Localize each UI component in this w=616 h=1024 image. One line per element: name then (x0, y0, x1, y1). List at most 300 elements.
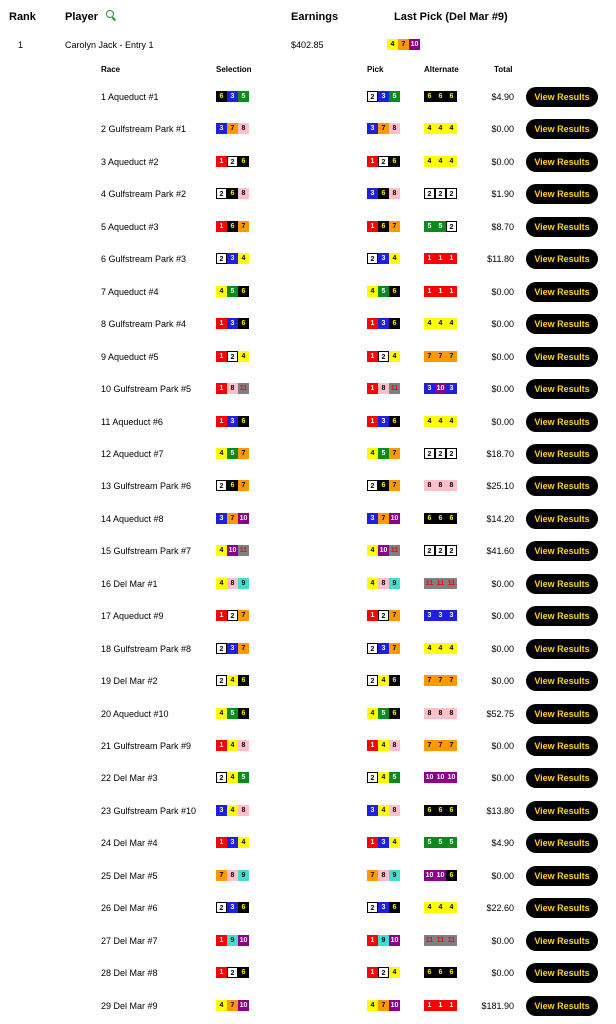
race-row (0, 698, 616, 730)
selection-number: 7 (227, 123, 238, 134)
race-row (0, 341, 616, 373)
selection-number: 9 (227, 935, 238, 946)
pick-number: 7 (389, 480, 400, 491)
pick-number: 7 (389, 610, 400, 621)
pick-number: 2 (367, 91, 378, 102)
race-total: $0.00 (491, 578, 514, 589)
pick-number: 9 (389, 870, 400, 881)
pick-number: 3 (367, 513, 378, 524)
pick-number: 8 (378, 578, 389, 589)
alternate-number: 4 (424, 123, 435, 134)
selection-number: 7 (238, 480, 249, 491)
selection-number: 1 (216, 740, 227, 751)
race-total: $0.00 (491, 319, 514, 330)
pick-number: 11 (390, 385, 399, 393)
alternate-number: 6 (446, 513, 457, 524)
alternate-number: 4 (446, 902, 457, 913)
race-name: 19 Del Mar #2 (101, 676, 158, 687)
selection-number: 1 (216, 156, 227, 167)
alternate-number: 4 (446, 643, 457, 654)
selection-number: 6 (238, 902, 249, 913)
view-results-button[interactable]: View Results (526, 639, 598, 659)
race-total: $11.80 (487, 254, 514, 265)
selection-number: 8 (238, 123, 249, 134)
race-name: 12 Aqueduct #7 (101, 448, 164, 459)
pick-number: 3 (378, 253, 389, 264)
view-results-button[interactable]: View Results (526, 768, 598, 788)
pick-number: 1 (367, 967, 378, 978)
pick-number: 1 (367, 740, 378, 751)
selection-number: 7 (238, 643, 249, 654)
race-row (0, 730, 616, 762)
pick-number: 2 (367, 643, 378, 654)
selection-number: 1 (216, 935, 227, 946)
pick-number: 6 (389, 416, 400, 427)
selection-number: 4 (216, 545, 227, 556)
pick-number: 8 (389, 805, 400, 816)
race-name: 3 Aqueduct #2 (101, 156, 159, 167)
selection-number: 8 (238, 188, 249, 199)
race-total: $4.90 (491, 838, 514, 849)
selection-number: 5 (227, 708, 238, 719)
last-pick-number: 4 (387, 39, 398, 50)
view-results-button[interactable]: View Results (526, 704, 598, 724)
pick-number: 2 (367, 253, 378, 264)
race-name: 24 Del Mar #4 (101, 838, 158, 849)
alternate-number: 4 (424, 156, 435, 167)
alternate-number: 7 (435, 675, 446, 686)
selection-number: 3 (216, 513, 227, 524)
alternate-number: 1 (446, 286, 457, 297)
alternate-number: 10 (425, 871, 434, 879)
player-name[interactable]: Carolyn Jack - Entry 1 (65, 40, 154, 50)
pick-number: 1 (367, 837, 378, 848)
view-results-button[interactable]: View Results (526, 606, 598, 626)
pick-number: 9 (378, 935, 389, 946)
selection-number: 6 (227, 188, 238, 199)
alternate-number: 8 (446, 480, 457, 491)
alternate-number: 2 (446, 188, 457, 199)
selection-number: 1 (216, 351, 227, 362)
pick-number: 6 (389, 318, 400, 329)
race-total: $0.00 (491, 611, 514, 622)
pick-number: 1 (367, 221, 378, 232)
race-name: 21 Gulfstream Park #9 (101, 741, 192, 751)
race-name: 27 Del Mar #7 (101, 935, 158, 946)
race-name: 6 Gulfstream Park #3 (101, 254, 187, 265)
pick-number: 8 (378, 870, 389, 881)
view-results-button[interactable]: View Results (526, 379, 598, 399)
race-total: $0.00 (491, 676, 514, 687)
selection-number: 5 (227, 286, 238, 297)
selection-number: 6 (238, 416, 249, 427)
last-pick-number: 10 (410, 41, 419, 48)
alternate-number: 6 (424, 967, 435, 978)
selection-number: 2 (227, 156, 238, 167)
pick-number: 3 (367, 123, 378, 134)
race-row (0, 665, 616, 697)
view-results-button[interactable]: View Results (526, 931, 598, 951)
race-total: $0.00 (491, 773, 514, 784)
race-name: 25 Del Mar #5 (101, 870, 158, 881)
pick-number: 3 (378, 318, 389, 329)
race-column-header: Race (101, 65, 121, 74)
selection-number: 5 (238, 772, 249, 783)
alternate-number: 11 (425, 936, 434, 944)
alternate-number: 3 (424, 610, 435, 621)
alternate-number: 4 (446, 156, 457, 167)
selection-number: 5 (227, 448, 238, 459)
alternate-number: 2 (424, 545, 435, 556)
alternate-number: 5 (435, 837, 446, 848)
alternate-number: 10 (436, 774, 445, 782)
alternate-number: 2 (446, 221, 457, 232)
alternate-number: 11 (447, 579, 456, 587)
selection-number: 3 (227, 902, 238, 913)
player-header-label: Player (65, 11, 99, 23)
race-row (0, 568, 616, 600)
alternate-number: 6 (424, 513, 435, 524)
selection-number: 8 (227, 870, 238, 881)
selection-number: 7 (238, 221, 249, 232)
alternate-number: 10 (425, 774, 434, 782)
selection-number: 9 (238, 870, 249, 881)
alternate-number: 2 (435, 545, 446, 556)
selection-number: 3 (227, 91, 238, 102)
pick-number: 4 (367, 545, 378, 556)
selection-number: 4 (216, 708, 227, 719)
pick-number: 5 (378, 448, 389, 459)
alternate-number: 11 (447, 936, 456, 944)
view-results-button[interactable]: View Results (526, 119, 598, 139)
alternate-number: 2 (435, 188, 446, 199)
race-row (0, 957, 616, 989)
race-row (0, 860, 616, 892)
view-results-button[interactable]: View Results (526, 152, 598, 172)
selection-number: 2 (216, 772, 227, 783)
view-results-button[interactable]: View Results (526, 736, 598, 756)
race-total: $0.00 (491, 384, 514, 395)
alternate-number: 4 (446, 416, 457, 427)
alternate-number: 6 (435, 967, 446, 978)
view-results-button[interactable]: View Results (526, 996, 598, 1016)
selection-number: 8 (238, 805, 249, 816)
selection-number: 9 (238, 578, 249, 589)
pick-number: 8 (389, 740, 400, 751)
alternate-number: 11 (436, 579, 445, 587)
pick-column-header: Pick (367, 65, 384, 74)
selection-number: 2 (227, 610, 238, 621)
race-row (0, 276, 616, 308)
alternate-number: 5 (424, 837, 435, 848)
race-row (0, 990, 616, 1022)
pick-number: 5 (378, 286, 389, 297)
view-results-button[interactable]: View Results (526, 412, 598, 432)
race-total: $18.70 (486, 448, 514, 459)
selection-number: 7 (227, 513, 238, 524)
alternate-number: 11 (425, 579, 434, 587)
race-total: $4.90 (491, 92, 514, 102)
selection-number: 6 (238, 318, 249, 329)
race-name: 7 Aqueduct #4 (101, 286, 159, 297)
selection-number: 6 (238, 675, 249, 686)
selection-number: 6 (238, 967, 249, 978)
player-header (65, 11, 114, 23)
selection-number: 3 (227, 318, 238, 329)
race-name: 26 Del Mar #6 (101, 903, 158, 914)
race-total: $25.10 (486, 481, 514, 492)
race-name: 28 Del Mar #8 (101, 968, 158, 979)
view-results-button[interactable]: View Results (526, 87, 598, 107)
selection-column-header: Selection (216, 65, 252, 74)
view-results-button[interactable]: View Results (526, 444, 598, 464)
race-row (0, 178, 616, 210)
race-total: $22.60 (486, 903, 514, 914)
alternate-number: 3 (435, 610, 446, 621)
race-total: $0.00 (491, 351, 514, 362)
selection-number: 7 (238, 610, 249, 621)
pick-number: 4 (367, 448, 378, 459)
alternate-number: 1 (435, 253, 446, 264)
race-total: $0.00 (491, 156, 514, 167)
pick-number: 2 (378, 610, 389, 621)
alternate-number: 6 (446, 805, 457, 816)
alternate-number: 4 (435, 318, 446, 329)
alternate-number: 5 (435, 221, 446, 232)
pick-number: 5 (389, 772, 400, 783)
pick-number: 3 (378, 91, 389, 102)
search-icon[interactable] (106, 10, 114, 18)
pick-number: 4 (389, 967, 400, 978)
alternate-number: 7 (424, 351, 435, 362)
race-name: 2 Gulfstream Park #1 (101, 124, 187, 135)
alternate-number: 6 (435, 513, 446, 524)
view-results-button[interactable]: View Results (526, 217, 598, 237)
alternate-number: 4 (435, 416, 446, 427)
alternate-number: 7 (424, 740, 435, 751)
view-results-button[interactable]: View Results (526, 574, 598, 594)
selection-number: 2 (227, 351, 238, 362)
pick-number: 6 (389, 286, 400, 297)
pick-number: 4 (378, 805, 389, 816)
pick-number: 1 (367, 935, 378, 946)
alternate-number: 1 (424, 286, 435, 297)
pick-number: 1 (367, 351, 378, 362)
pick-number: 4 (378, 740, 389, 751)
alternate-number: 8 (446, 708, 457, 719)
race-row (0, 892, 616, 924)
pick-number: 1 (367, 318, 378, 329)
alternate-number: 10 (436, 871, 445, 879)
pick-number: 6 (389, 708, 400, 719)
race-row (0, 373, 616, 405)
alternate-number: 4 (435, 643, 446, 654)
race-total: $52.75 (486, 708, 514, 719)
alternate-number: 6 (424, 91, 435, 102)
race-row (0, 308, 616, 340)
selection-number: 4 (227, 772, 238, 783)
pick-number: 2 (367, 772, 378, 783)
race-name: 16 Del Mar #1 (101, 578, 158, 589)
race-row (0, 633, 616, 665)
alternate-number: 1 (424, 1000, 435, 1011)
pick-number: 7 (389, 221, 400, 232)
selection-number: 11 (239, 385, 248, 393)
selection-number: 3 (216, 805, 227, 816)
selection-number: 10 (239, 514, 248, 522)
alternate-number: 4 (424, 416, 435, 427)
pick-number: 2 (378, 351, 389, 362)
view-results-button[interactable]: View Results (526, 541, 598, 561)
alternate-number: 4 (435, 902, 446, 913)
alternate-number: 6 (446, 967, 457, 978)
view-results-button[interactable]: View Results (526, 801, 598, 821)
alternate-number: 5 (424, 221, 435, 232)
view-results-button[interactable]: View Results (526, 314, 598, 334)
view-results-button[interactable]: View Results (526, 898, 598, 918)
alternate-number: 7 (435, 740, 446, 751)
race-total: $0.00 (491, 124, 514, 135)
view-results-button[interactable]: View Results (526, 476, 598, 496)
race-row (0, 503, 616, 535)
pick-number: 4 (378, 675, 389, 686)
selection-number: 2 (227, 967, 238, 978)
race-name: 17 Aqueduct #9 (101, 611, 164, 622)
pick-number: 1 (367, 156, 378, 167)
pick-number: 7 (367, 870, 378, 881)
pick-number: 10 (390, 1001, 399, 1009)
pick-number: 4 (367, 1000, 378, 1011)
race-row (0, 827, 616, 859)
view-results-button[interactable]: View Results (526, 963, 598, 983)
selection-number: 8 (238, 740, 249, 751)
alternate-number: 7 (446, 351, 457, 362)
race-total: $0.00 (491, 286, 514, 297)
selection-number: 8 (227, 383, 238, 394)
pick-number: 7 (378, 513, 389, 524)
race-name: 8 Gulfstream Park #4 (101, 319, 187, 330)
view-results-button[interactable]: View Results (526, 866, 598, 886)
alternate-number: 8 (435, 480, 446, 491)
race-row (0, 762, 616, 794)
alternate-number: 10 (447, 774, 456, 782)
race-total: $1.90 (491, 189, 514, 200)
race-row (0, 146, 616, 178)
last-pick-numbers (387, 29, 427, 61)
selection-number: 4 (238, 253, 249, 264)
race-total: $0.00 (491, 416, 514, 427)
alternate-number: 6 (424, 805, 435, 816)
alternate-number: 7 (435, 351, 446, 362)
alternate-number: 8 (424, 480, 435, 491)
selection-number: 3 (216, 123, 227, 134)
race-total: $181.90 (481, 1000, 514, 1011)
total-column-header: Total (494, 65, 513, 74)
selection-number: 7 (216, 870, 227, 881)
selection-number: 4 (216, 448, 227, 459)
view-results-button[interactable]: View Results (526, 249, 598, 269)
alternate-number: 4 (435, 123, 446, 134)
selection-number: 4 (216, 1000, 227, 1011)
pick-number: 2 (367, 675, 378, 686)
pick-number: 10 (390, 514, 399, 522)
race-name: 29 Del Mar #9 (101, 1000, 158, 1011)
alternate-number: 2 (446, 448, 457, 459)
selection-number: 6 (238, 708, 249, 719)
selection-number: 4 (227, 740, 238, 751)
race-total: $0.00 (491, 968, 514, 979)
race-name: 10 Gulfstream Park #5 (101, 384, 192, 395)
race-name: 9 Aqueduct #5 (101, 351, 159, 362)
selection-number: 1 (216, 221, 227, 232)
selection-number: 1 (216, 318, 227, 329)
view-results-button[interactable]: View Results (526, 184, 598, 204)
pick-number: 2 (378, 156, 389, 167)
selection-number: 10 (228, 547, 237, 555)
alternate-number: 2 (435, 448, 446, 459)
view-results-button[interactable]: View Results (526, 282, 598, 302)
pick-number: 2 (367, 480, 378, 491)
view-results-button[interactable]: View Results (526, 347, 598, 367)
race-row (0, 113, 616, 145)
alternate-number: 1 (446, 253, 457, 264)
race-row (0, 211, 616, 243)
pick-number: 3 (378, 902, 389, 913)
alternate-number: 2 (446, 545, 457, 556)
alternate-number: 6 (435, 805, 446, 816)
race-row (0, 925, 616, 957)
pick-number: 3 (367, 805, 378, 816)
last-pick-header: Last Pick (Del Mar #9) (394, 11, 508, 23)
race-total: $41.60 (486, 546, 514, 557)
pick-number: 6 (378, 188, 389, 199)
view-results-button[interactable]: View Results (526, 833, 598, 853)
pick-number: 7 (389, 643, 400, 654)
race-row (0, 438, 616, 470)
pick-number: 3 (378, 643, 389, 654)
selection-number: 4 (227, 805, 238, 816)
alternate-number: 3 (446, 383, 457, 394)
selection-number: 1 (216, 610, 227, 621)
view-results-button[interactable]: View Results (526, 509, 598, 529)
selection-number: 4 (216, 286, 227, 297)
race-name: 5 Aqueduct #3 (101, 221, 159, 232)
race-name: 18 Gulfstream Park #8 (101, 643, 192, 654)
alternate-number: 6 (446, 870, 457, 881)
alternate-number: 11 (436, 936, 445, 944)
player-earnings: $402.85 (291, 40, 324, 50)
selection-number: 4 (227, 675, 238, 686)
selection-number: 6 (216, 91, 227, 102)
pick-number: 10 (390, 936, 399, 944)
pick-number: 4 (378, 772, 389, 783)
selection-number: 2 (216, 253, 227, 264)
race-total: $0.00 (491, 741, 514, 751)
selection-number: 2 (216, 902, 227, 913)
pick-number: 7 (378, 123, 389, 134)
alternate-number: 4 (424, 643, 435, 654)
race-row (0, 470, 616, 502)
last-pick-number: 7 (398, 39, 409, 50)
pick-number: 7 (389, 448, 400, 459)
alternate-number: 5 (446, 837, 457, 848)
view-results-button[interactable]: View Results (526, 671, 598, 691)
race-total: $0.00 (491, 935, 514, 946)
selection-number: 7 (227, 1000, 238, 1011)
pick-number: 6 (378, 221, 389, 232)
race-name: 13 Gulfstream Park #6 (101, 481, 192, 492)
player-rank: 1 (18, 40, 24, 50)
